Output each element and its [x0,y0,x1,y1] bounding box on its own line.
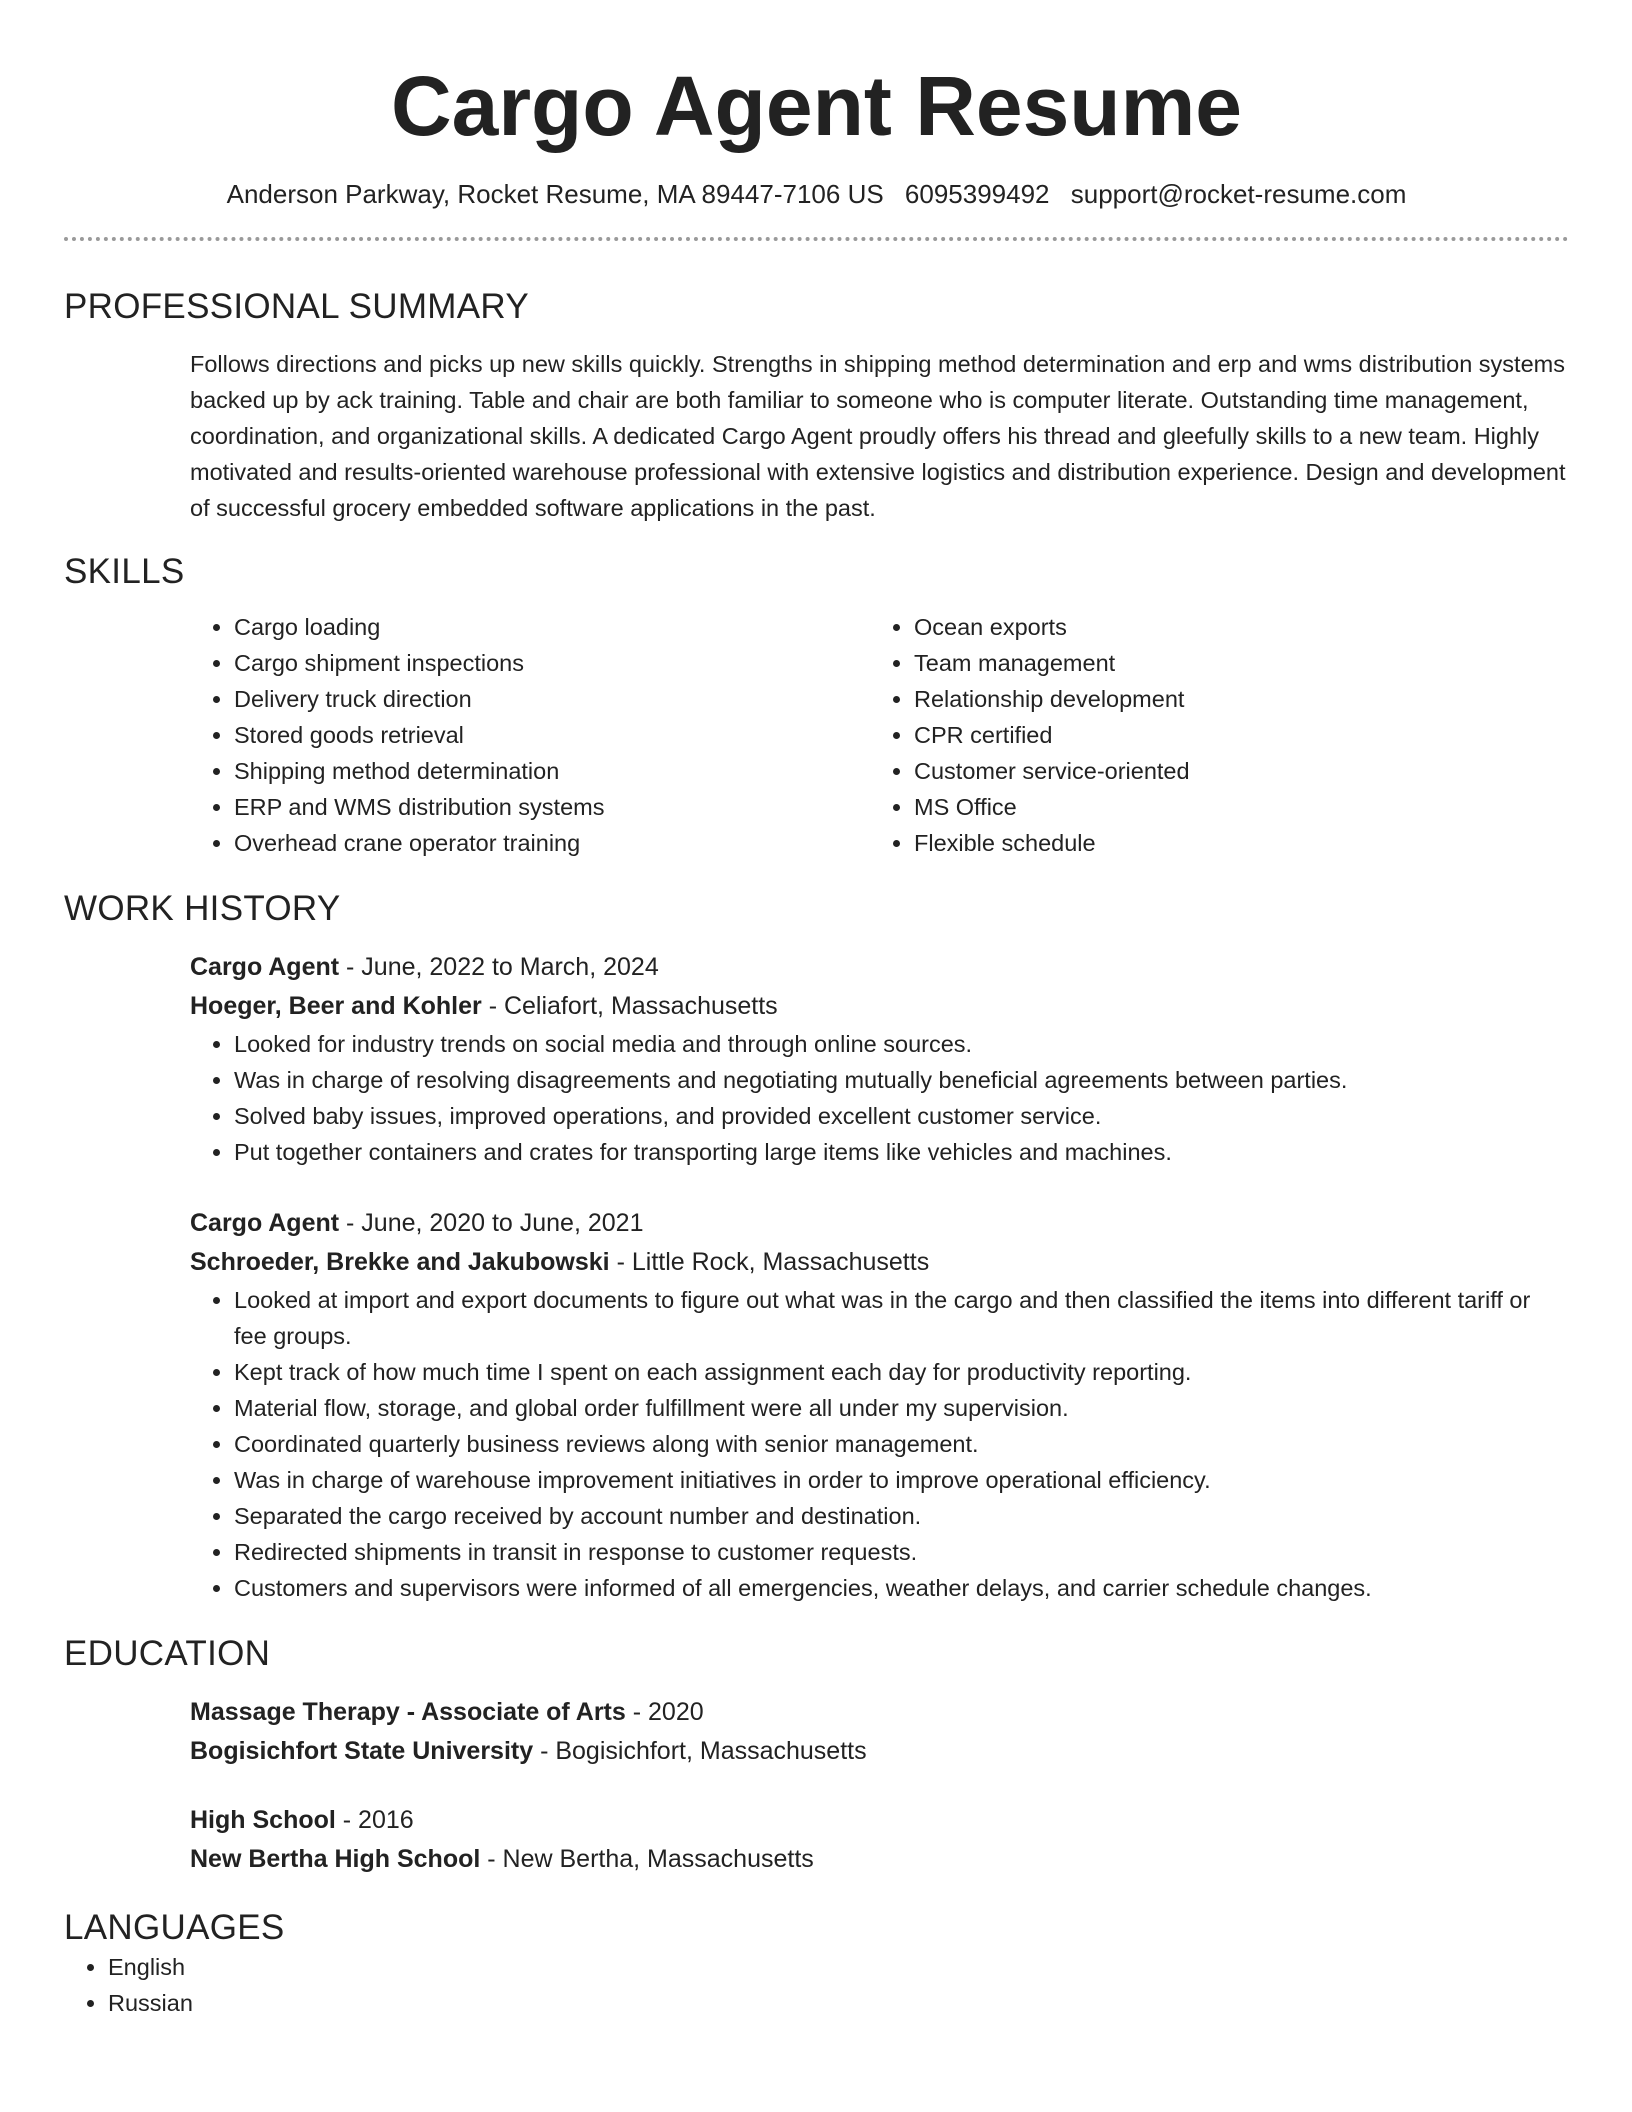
skills-heading: SKILLS [64,552,185,591]
skill-item: • Team management [914,645,1550,681]
job-duty: • Redirected shipments in transit in response to customer requests. [234,1534,1569,1570]
job-location: - Little Rock, Massachusetts [609,1248,930,1276]
school-name: Bogisichfort State University [190,1737,534,1765]
skill-item: • CPR certified [914,717,1550,753]
job-duty: • Kept track of how much time I spent on each assignment each day for productivity reporting. [234,1354,1569,1390]
job-duty: • Separated the cargo received by account number and destination. [234,1498,1569,1534]
school-location: - New Bertha, Massachusetts [480,1845,814,1873]
skills-list-left [190,609,870,861]
job-duties-list [190,1026,1569,1170]
degree-line [190,1693,1569,1732]
job-duty: • Put together containers and crates for transporting large items like vehicles and machines. [234,1134,1569,1170]
job-duty: • Solved baby issues, improved operations, and provided excellent customer service. [234,1098,1569,1134]
education-entry [190,1801,1569,1879]
degree-year: - 2020 [625,1698,704,1726]
summary-section [64,286,1569,526]
skill-item: • Relationship development [914,681,1550,717]
skill-item: • Overhead crane operator training [234,825,870,861]
summary-heading: PROFESSIONAL SUMMARY [64,287,529,326]
degree: High School [190,1806,336,1834]
skill-item: • MS Office [914,789,1550,825]
skill-item: • Cargo shipment inspections [234,645,870,681]
skill-item: • Delivery truck direction [234,681,870,717]
job-company: Schroeder, Brekke and Jakubowski [190,1248,610,1276]
job-duty: • Coordinated quarterly business reviews along with senior management. [234,1426,1569,1462]
school-line [190,1840,1569,1879]
skills-section [64,551,1569,861]
job-dates: - June, 2020 to June, 2021 [339,1209,644,1237]
job-company-line [190,987,1569,1026]
school-location: - Bogisichfort, Massachusetts [533,1737,867,1765]
languages-list [64,1949,1569,2021]
job-entry [190,1204,1569,1606]
language-item: • English [108,1949,1569,1985]
skill-item: • Customer service-oriented [914,753,1550,789]
contact-phone: 6095399492 [904,179,1050,209]
job-duty: • Material flow, storage, and global order fulfillment were all under my supervision. [234,1390,1569,1426]
skills-list-right [870,609,1550,861]
job-location: - Celiafort, Massachusetts [481,992,778,1020]
skill-item: • Shipping method determination [234,753,870,789]
skill-item: • Ocean exports [914,609,1550,645]
job-entry [190,948,1569,1170]
skill-item: • Cargo loading [234,609,870,645]
job-title: Cargo Agent [190,953,340,981]
degree: Massage Therapy - Associate of Arts [190,1698,626,1726]
work-history-section [64,888,1569,1606]
skill-item: • Flexible schedule [914,825,1550,861]
job-duties-list [190,1282,1569,1606]
job-dates: - June, 2022 to March, 2024 [339,953,659,981]
work-history-heading: WORK HISTORY [64,889,341,928]
education-section [64,1633,1569,1879]
education-entry [190,1693,1569,1771]
job-title-line [190,1204,1569,1243]
job-duty: • Looked for industry trends on social media and through online sources. [234,1026,1569,1062]
school-name: New Bertha High School [190,1845,481,1873]
skills-column-right [870,609,1550,861]
job-duty: • Was in charge of warehouse improvement initiatives in order to improve operational efficiency. [234,1462,1569,1498]
skills-column-left [190,609,870,861]
job-duty: • Customers and supervisors were informed of all emergencies, weather delays, and carrier schedule changes. [234,1570,1569,1606]
job-company: Hoeger, Beer and Kohler [190,992,482,1020]
language-item: • Russian [108,1985,1569,2021]
header-divider [64,237,1569,241]
resume-title: Cargo Agent Resume [390,59,1243,153]
skill-item: • Stored goods retrieval [234,717,870,753]
school-line [190,1732,1569,1771]
education-heading: EDUCATION [64,1634,271,1673]
contact-email: support@rocket-resume.com [1070,179,1407,209]
languages-section [64,1907,1569,2021]
languages-heading: LANGUAGES [64,1908,285,1947]
job-duty: • Looked at import and export documents to figure out what was in the cargo and then classified the items into different tariff or fee groups. [234,1282,1569,1354]
job-title-line [190,948,1569,987]
summary-text: Follows directions and picks up new skills quickly. Strengths in shipping method determination and erp and wms distribution systems backed up by ack training. Table and chair are both familiar to someone who is computer literate. Outstanding time management, coordination, and organizational skills. A dedicated Cargo Agent proudly offers his thread and gleefully skills to a new team. Highly motivated and results-oriented warehouse professional with extensive logistics and distribution experience. Design and development of successful grocery embedded software applications in the past. [190,351,1566,521]
contact-info [64,178,1569,210]
job-duty: • Was in charge of resolving disagreements and negotiating mutually beneficial agreements between parties. [234,1062,1569,1098]
contact-address: Anderson Parkway, Rocket Resume, MA 89447-7106 US [226,179,884,209]
job-title: Cargo Agent [190,1209,340,1237]
skills-grid [190,609,1569,861]
degree-year: - 2016 [335,1806,414,1834]
degree-line [190,1801,1569,1840]
job-company-line [190,1243,1569,1282]
skill-item: • ERP and WMS distribution systems [234,789,870,825]
